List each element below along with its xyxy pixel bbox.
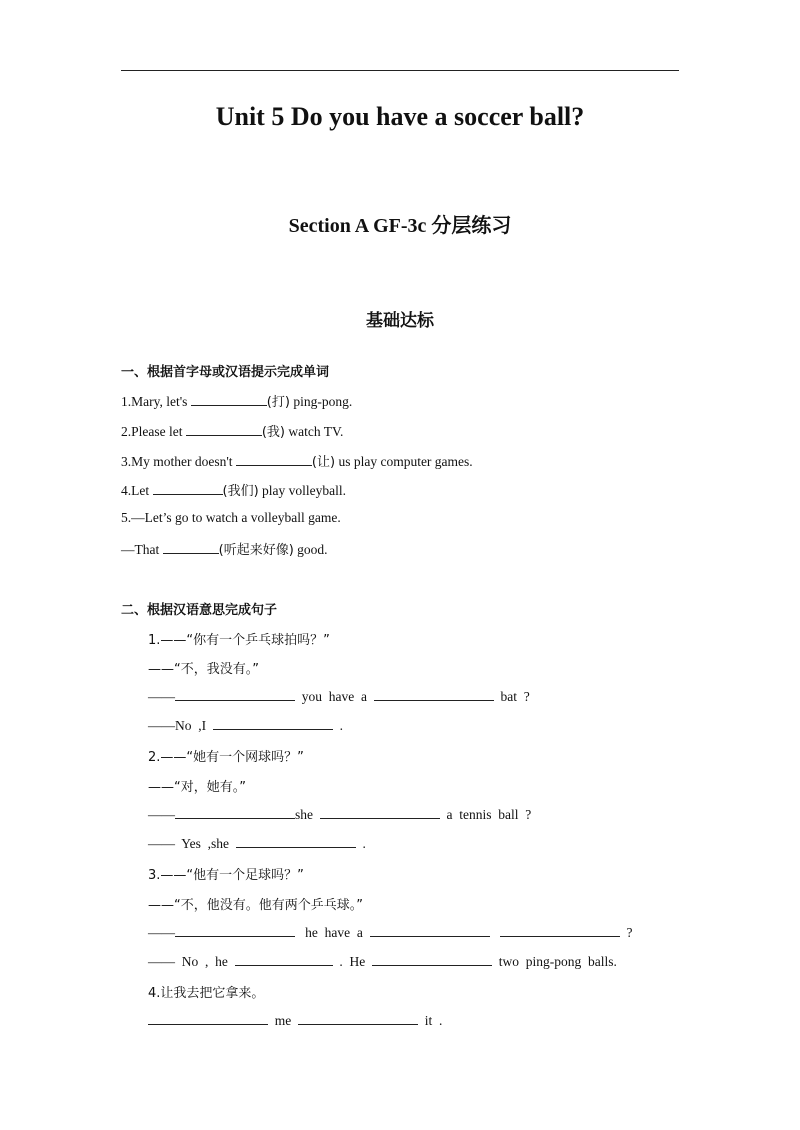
s2-q2-chinese-2: ——“对，她有。” <box>148 780 246 795</box>
answer-blank[interactable] <box>175 924 295 937</box>
answer-blank[interactable] <box>320 806 440 819</box>
answer-blank[interactable] <box>213 717 333 730</box>
answer-blank[interactable] <box>175 806 295 819</box>
answer-blank[interactable] <box>175 688 295 701</box>
answer-blank[interactable] <box>500 924 620 937</box>
s2-q3-english-1: —— he have a ? <box>148 925 633 940</box>
answer-blank[interactable] <box>374 688 494 701</box>
s1-question-5b: —That (听起来好像) good. <box>121 542 328 558</box>
answer-blank[interactable] <box>235 953 333 966</box>
s2-q4-english: me it . <box>148 1012 442 1029</box>
s1-question-3: 3.My mother doesn't (让) us play computer games. <box>121 454 473 470</box>
answer-blank[interactable] <box>148 1012 268 1025</box>
section-subtitle: Section A GF-3c 分层练习 <box>288 215 512 237</box>
section1-heading: 一、根据首字母或汉语提示完成单词 <box>121 365 330 380</box>
s2-q3-english-2: —— No , he . He two ping-pong balls. <box>148 954 617 969</box>
answer-blank[interactable] <box>153 482 223 495</box>
level-heading: 基础达标 <box>366 311 434 331</box>
answer-blank[interactable] <box>372 953 492 966</box>
s1-question-5a: 5.—Let’s go to watch a volleyball game. <box>121 510 341 525</box>
s2-q2-chinese-1: 2.——“她有一个网球吗？” <box>148 750 304 765</box>
s2-q3-chinese-1: 3.——“他有一个足球吗？” <box>148 868 304 883</box>
s2-q4-chinese: 4.让我去把它拿来。 <box>148 986 265 1001</box>
s2-q1-chinese-2: ——“不，我没有。” <box>148 662 259 677</box>
section2-heading: 二、根据汉语意思完成句子 <box>121 603 278 618</box>
s1-question-4: 4.Let (我们) play volleyball. <box>121 483 347 499</box>
s2-q2-english-1: —— she a tennis ball ? <box>148 807 532 822</box>
answer-blank[interactable] <box>370 924 490 937</box>
answer-blank[interactable] <box>163 541 219 554</box>
s2-q1-chinese-1: 1.——“你有一个乒乓球拍吗？” <box>148 633 330 648</box>
answer-blank[interactable] <box>236 835 356 848</box>
top-rule <box>121 70 679 71</box>
answer-blank[interactable] <box>186 423 262 436</box>
s2-q1-english-2: ——No ,I . <box>148 718 343 733</box>
answer-blank[interactable] <box>298 1012 418 1025</box>
answer-blank[interactable] <box>191 393 267 406</box>
s1-question-2: 2.Please let (我) watch TV. <box>121 424 344 440</box>
s1-question-1: 1.Mary, let's (打) ping-pong. <box>121 394 353 410</box>
s2-q3-chinese-2: ——“不，他没有。他有两个乒乓球。” <box>148 898 363 913</box>
answer-blank[interactable] <box>236 453 312 466</box>
page-title: Unit 5 Do you have a soccer ball? <box>215 102 585 131</box>
s2-q2-english-2: —— Yes ,she . <box>148 836 366 851</box>
s2-q1-english-1: —— you have a bat ? <box>148 689 530 704</box>
